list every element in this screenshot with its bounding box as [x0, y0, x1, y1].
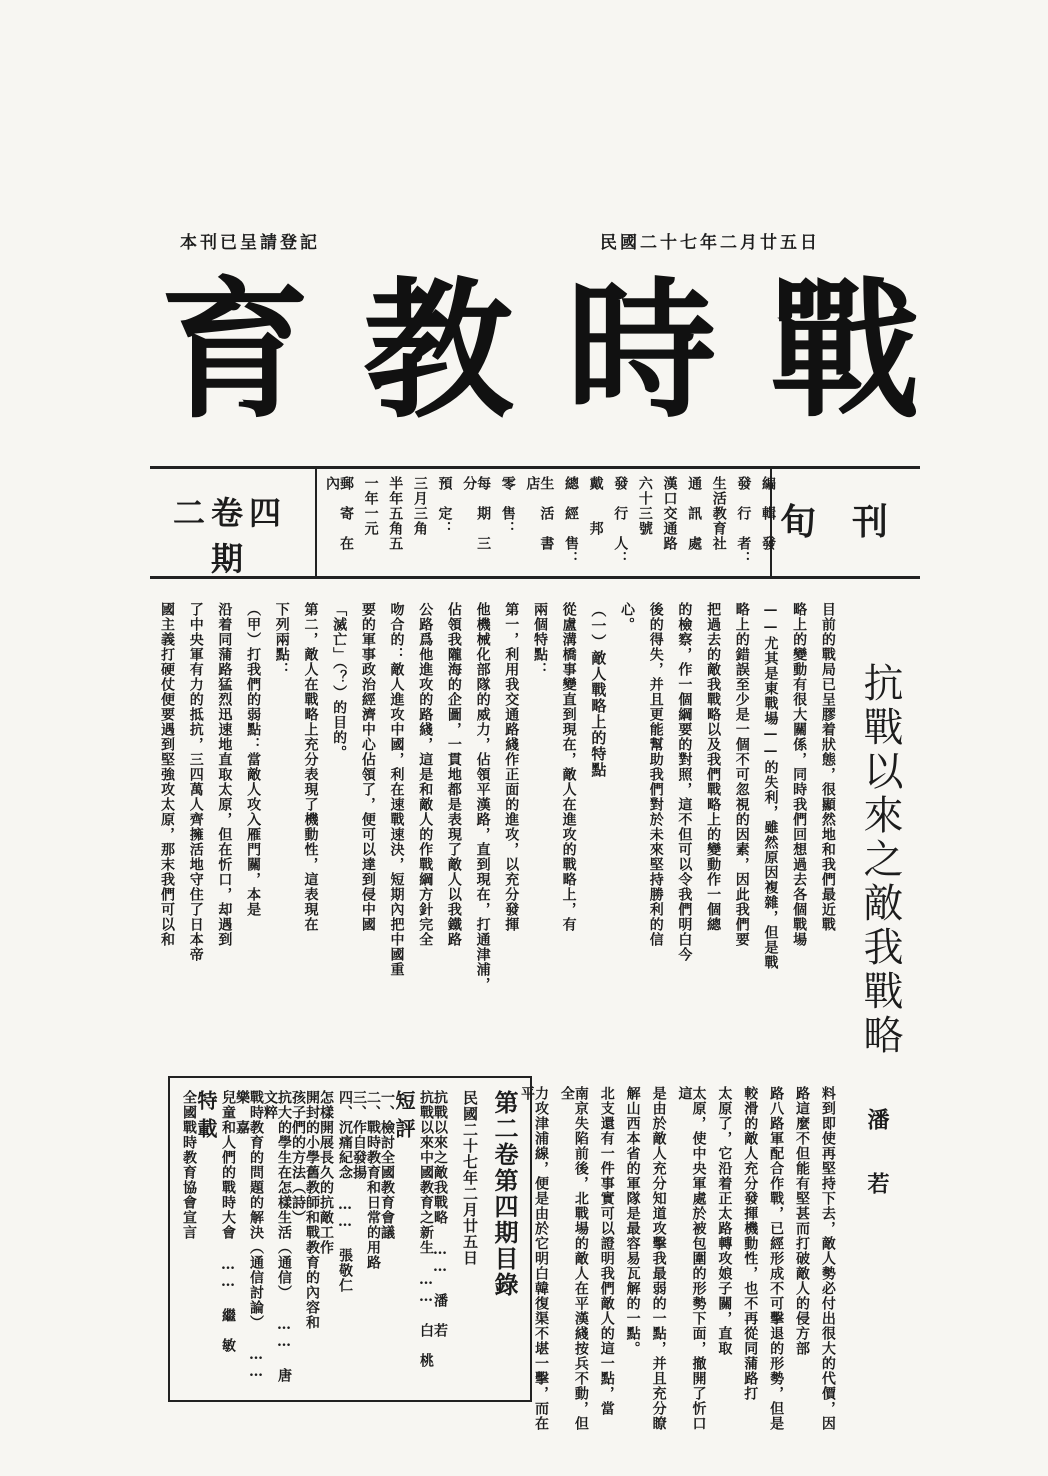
masthead-char: 時	[566, 265, 717, 439]
info-line: 一年一元	[362, 476, 379, 536]
text-column: 略上的錯誤至少是一個不可忽視的因素，因此我們要	[733, 602, 750, 947]
article-body-lower	[520, 1086, 835, 1436]
text-column: 的檢察，作一個綱要的對照，這不但可以令我們明白今	[676, 602, 693, 962]
article-body-upper	[160, 602, 835, 1076]
text-column: 略上的變動有很大關係，同時我們回想過去各個戰場	[791, 602, 808, 947]
text-column: ——尤其是東戰場——的失利，雖然原因複雜，但是戰	[762, 602, 779, 970]
info-line: 六十三號	[636, 476, 653, 536]
toc-item[interactable]: 四、沉痛紀念 …… 張敬仁	[337, 1090, 353, 1293]
toc-title: 第二卷第四期目錄	[490, 1090, 519, 1298]
masthead-char: 育	[160, 265, 311, 439]
info-line: 預 定：	[436, 476, 453, 536]
info-line: 通 訊 處	[686, 476, 703, 551]
masthead	[160, 265, 920, 439]
toc-item[interactable]: 二、戰時教育和日常的用路	[365, 1090, 381, 1270]
volume-number: 二卷四期	[172, 494, 287, 578]
toc-item[interactable]: 抗戰以來之敵我戰略 …… 潘 若	[432, 1090, 448, 1338]
text-column: 路八路軍配合作戰，已經形成不可擊退的形勢，但是	[768, 1086, 785, 1431]
info-line: 戴 邦	[587, 476, 604, 536]
text-column: 第一，利用我交通路綫作正面的進攻，以充分發揮	[503, 602, 520, 932]
date-line: 民國二十七年二月廿五日	[600, 233, 820, 253]
text-column: 了中央軍有力的抵抗，三四萬人齊擁活地守住了日本帝	[187, 602, 204, 962]
text-column: 力攻津浦線，便是由於它明白韓復渠不堪一擊，而在平	[519, 1086, 549, 1431]
text-column: 下列兩點：	[273, 602, 290, 677]
info-line: 三月三角	[411, 476, 428, 536]
publication-info	[325, 476, 775, 572]
text-column: 太原，使中央軍處於被包圍的形勢下面，撤開了忻口這	[676, 1086, 707, 1431]
text-column: （甲）打我們的弱點：當敵人攻入雁門關，本是	[245, 602, 262, 917]
toc-item[interactable]: 開封的小學舊教師和戰教育的內容和	[304, 1090, 320, 1330]
text-column: 解山西本省的軍隊是最容易瓦解的一點。	[624, 1086, 641, 1356]
toc-item[interactable]: 兒童和人們的戰時大會 …… 繼 敏	[220, 1090, 236, 1353]
toc-entries	[182, 1090, 447, 1390]
info-line: 每 期 三 分	[461, 476, 492, 566]
info-line: 生活教育社	[710, 476, 727, 551]
text-column: 心。	[619, 602, 635, 632]
article-title: 抗戰以來之敵我戰略	[857, 662, 903, 1058]
toc-item[interactable]: 怎樣開展長久的抗敵工作	[318, 1090, 334, 1255]
text-column: 南京失陷前後，北戰場的敵人在平漢綫按兵不動，但全	[558, 1086, 589, 1431]
text-column: 從盧溝橋事變直到現在，敵人在進攻的戰略上，有	[560, 602, 577, 932]
info-line: 總 經 售：	[563, 476, 579, 566]
text-column: 後的得失，并且更能幫助我們對於未來堅持勝利的信	[647, 602, 664, 947]
text-column: 第二，敵人在戰略上充分表現了機動性，這表現在	[302, 602, 319, 932]
divider-vertical	[315, 469, 317, 576]
info-line: 生 活 書 店	[524, 476, 555, 566]
text-column: 料到即使再堅持下去，敵人勢必付出很大的代價，因	[819, 1086, 836, 1431]
text-column: 公路爲他進攻的路綫，這是和敵人的作戰綱方針完全	[417, 602, 434, 947]
info-line: 漢口交通路	[661, 476, 678, 551]
info-line: 零 售：	[499, 476, 516, 536]
text-column: 目前的戰局已呈膠着狀態，很顯然地和我們最近戰	[819, 602, 836, 932]
text-column: 國主義打硬仗便要遇到堅強攻太原，那末我們可以和	[159, 602, 175, 947]
text-column: 他機械化部隊的威力，佔領平漢路，直到現在，打通津浦，	[474, 602, 491, 992]
text-column: 路這麼不但能有堅甚而打破敵人的侵方部	[794, 1086, 811, 1356]
registration-note: 本刊已呈請登記	[180, 233, 320, 253]
info-line: 發 行 人：	[612, 476, 629, 566]
text-column: 把過去的敵我戰略以及我們戰略上的變動作一個總	[705, 602, 722, 932]
masthead-char: 教	[363, 265, 514, 439]
toc-section-label: 特載	[194, 1090, 218, 1146]
toc-date: 民國二十七年二月廿五日	[461, 1090, 479, 1266]
toc-item[interactable]: 三、作自發揚	[351, 1090, 367, 1180]
divider-top	[150, 466, 920, 469]
text-column: 「滅亡」（？）的目的。	[331, 602, 348, 760]
toc-item[interactable]: 抗大的學生在怎樣生活（通信） …… 唐文粹	[262, 1090, 292, 1383]
text-column: 兩個特點：	[531, 602, 548, 677]
text-column: 較滑的敵人充分發揮機動性，也不再從同蒲路打	[742, 1086, 759, 1401]
text-column: 是由於敵人充分知道攻擊我最弱的一點，并且充分瞭	[650, 1086, 667, 1431]
toc-item[interactable]: 抗戰以來中國教育之新生 …… 白 桃	[418, 1090, 434, 1368]
masthead-char: 戰	[769, 265, 920, 439]
toc-item[interactable]: 一、檢討全國教育會議	[379, 1090, 395, 1240]
text-column: 吻合的：敵人進攻中國，利在速戰速決，短期內把中國重	[388, 602, 405, 977]
toc-item[interactable]: 戰時教育的問題的解決（通信討論） …… 樂 嘉	[234, 1090, 264, 1381]
info-line: 編 輯 發	[760, 476, 776, 551]
text-column: 要的軍事政治經濟中心佔領了，便可以達到侵中國	[359, 602, 376, 932]
toc-heading	[460, 1090, 522, 1300]
text-column: 沿着同蒲路猛烈迅速地直取太原，但在忻口，却遇到	[216, 602, 233, 947]
toc-section-label: 短評	[392, 1090, 416, 1146]
info-line: 半年五角五	[387, 476, 404, 551]
info-line: 發 行 者：	[735, 476, 752, 566]
section-heading: （一）敵人戰略上的特點	[589, 602, 608, 778]
info-line: 郵 寄 在 內	[324, 476, 354, 566]
toc-item[interactable]: 全國戰時教育協會宣言	[181, 1090, 197, 1240]
text-column: 佔領我隴海的企圖，一貫地都是表現了敵人以我鐵路	[445, 602, 462, 947]
text-column: 太原了，它沿着正太路轉攻娘子關，直取	[716, 1086, 733, 1356]
article-author: 潘 若	[864, 1108, 890, 1204]
text-column: 北支還有一件事實可以證明我們敵人的這一點，當	[598, 1086, 615, 1416]
frequency-label: 旬 刊	[780, 501, 889, 543]
toc-item[interactable]: 孩子們的方法（詩）	[290, 1090, 306, 1225]
